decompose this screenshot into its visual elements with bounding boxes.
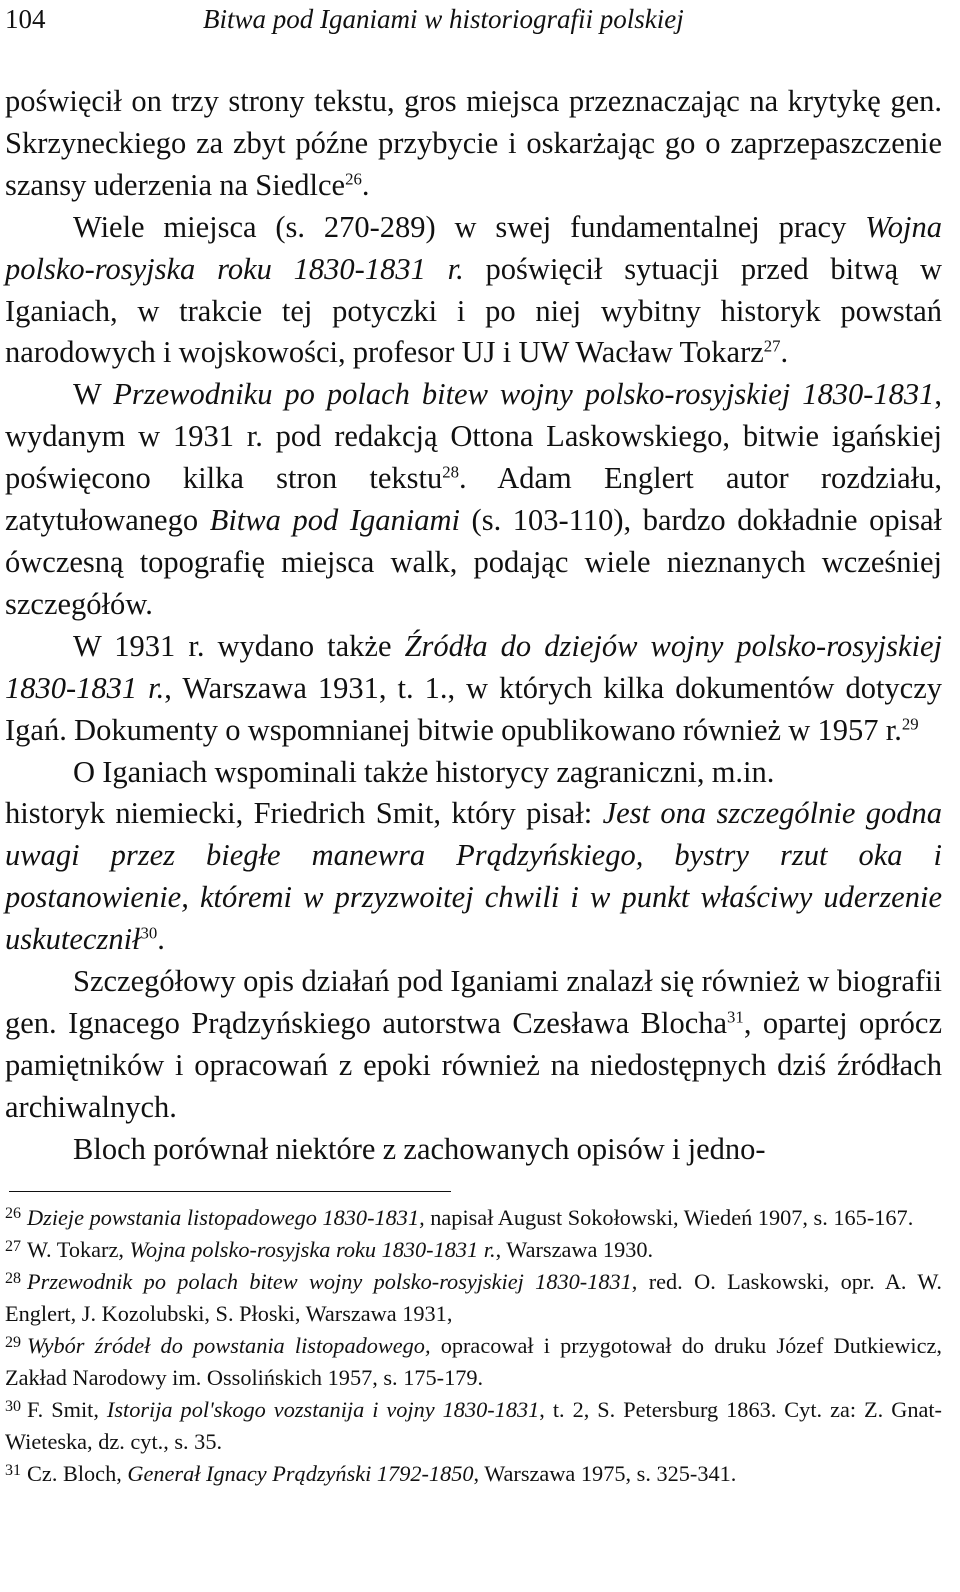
text-run: (s. 103-110), bardzo dokładnie opisał ówczesną topografię miejsca walk, podając wiele nieznanych wcześniej szczegółów. xyxy=(5,503,942,621)
paragraph xyxy=(5,793,942,961)
book-title: Dzieje powstania listopadowego 1830-1831, xyxy=(27,1204,425,1230)
footnote xyxy=(5,1394,942,1458)
footnote-reference: 27 xyxy=(763,337,781,357)
text-run: napisał August Sokołowski, Wiedeń 1907, s. 165-167. xyxy=(424,1204,914,1230)
text-run: poświęcił sytuacji przed bitwą w Iganiach, w trakcie tej potyczki i po niej wybitny historyk powstań narodowych i wojskowości, profesor UJ i UW Wacław Tokarz xyxy=(5,251,942,370)
chapter-title: Bitwa pod Iganiami xyxy=(209,503,460,538)
text-run: Szczegółowy opis działań pod Iganiami znalazł się również w biografii gen. Ignacego Prądzyńskiego autorstwa Czesława Blocha xyxy=(5,964,942,1040)
text-run: , t. 2, S. Petersburg 1863. Cyt. za: Z. Gnat-Wieteska, dz. cyt., s. 35. xyxy=(5,1397,942,1455)
footnote-number: 27 xyxy=(5,1237,22,1255)
footnote-reference: 29 xyxy=(901,714,919,734)
footnote-reference: 26 xyxy=(345,169,362,189)
footnotes xyxy=(5,1202,942,1491)
paragraph xyxy=(5,752,942,794)
text-run: , red. O. Laskowski, opr. A. W. Englert, J. Kozolubski, S. Płoski, Warszawa 1931, xyxy=(5,1268,942,1326)
book-title: Generał Ignacy Prądzyński 1792-1850 xyxy=(127,1461,474,1487)
paragraph xyxy=(5,81,942,207)
footnote-number: 26 xyxy=(5,1205,22,1223)
footnote-number: 31 xyxy=(5,1462,22,1480)
text-run: . xyxy=(361,167,370,202)
footnote-number: 29 xyxy=(5,1333,22,1351)
text-run: W. Tokarz, xyxy=(27,1236,130,1262)
book-title: Istorija pol'skogo vozstanija i vojny 1830-1831 xyxy=(106,1397,540,1423)
footnote xyxy=(5,1458,942,1490)
text-run: . Adam Englert autor rozdziału, zatytułowanego xyxy=(5,461,942,538)
paragraph xyxy=(5,207,942,375)
book-title: Wybór źródeł do powstania listopadowego, xyxy=(27,1332,431,1358)
footnote xyxy=(5,1202,942,1234)
paragraph xyxy=(5,961,942,1129)
paragraph xyxy=(5,626,942,752)
text-run: , Warszawa 1931, t. 1., w których kilka dokumentów dotyczy Igań. Dokumenty o wspomnianej bitwie opublikowano również w 1957 r. xyxy=(5,670,943,747)
text-run: , Warszawa 1930. xyxy=(495,1236,654,1262)
text-run: Wiele miejsca (s. 270-289) w swej fundamentalnej pracy xyxy=(73,209,866,244)
running-title: Bitwa pod Iganiami w historiografii polskiej xyxy=(203,4,684,34)
text-run: historyk niemiecki, Friedrich Smit, który pisał: xyxy=(5,796,603,831)
text-run: poświęcił on trzy strony tekstu, gros miejsca przeznaczając na krytykę gen. Skrzyneckiego za zbyt późne przybycie i oskarżając go o zaprzepaszczenie szansy uderzenia na Siedlce xyxy=(5,84,942,202)
text-run: W xyxy=(73,377,114,412)
footnote-reference: 30 xyxy=(140,923,158,943)
book-title: Przewodniku po polach bitew wojny polsko-rosyjskiej 1830-1831 xyxy=(113,377,935,412)
text-run: F. Smit, xyxy=(27,1397,107,1423)
book-title: Wojna polsko-rosyjska roku 1830-1831 r. xyxy=(5,209,942,286)
footnote-number: 30 xyxy=(5,1398,22,1416)
text-run: . xyxy=(780,335,789,370)
footnote xyxy=(5,1266,942,1330)
paragraph xyxy=(5,374,942,625)
text-run: , Warszawa 1975, s. 325-341. xyxy=(473,1461,737,1487)
text-run: opracował i przygotował do druku Józef Dutkiewicz, Zakład Narodowy im. Ossolińskich 1957, s. 175-179. xyxy=(5,1332,942,1391)
text-run: , opartej oprócz pamiętników i opracowań z epoki również na niedostępnych dziś źródłach archiwalnych. xyxy=(5,1005,942,1124)
footnote-reference: 28 xyxy=(442,462,460,482)
footnote-reference: 31 xyxy=(727,1007,744,1027)
body-text xyxy=(5,81,942,1171)
quotation: Jest ona szczególnie godna uwagi przez biegłe manewra Prądzyńskiego, bystry rzut oka i postanowienie, któremi w przyzwoitej chwili i w punkt właściwy uderzenie uskutecznił xyxy=(5,796,942,957)
book-title: Źródła do dziejów wojny polsko-rosyjskiej 1830-1831 r. xyxy=(5,628,942,705)
page-number: 104 xyxy=(5,4,46,34)
footnote xyxy=(5,1330,942,1394)
text-run: Bloch porównał niektóre z zachowanych opisów i jedno- xyxy=(73,1131,766,1166)
text-run: W 1931 r. wydano także xyxy=(73,628,405,663)
text-run: O Iganiach wspominali także historycy zagraniczni, m.in. xyxy=(73,754,775,789)
text-run: . xyxy=(157,922,165,957)
text-run: , wydanym w 1931 r. pod redakcją Ottona Laskowskiego, bitwie igańskiej poświęcono kilka stron tekstu xyxy=(5,377,942,496)
book-title: Przewodnik po polach bitew wojny polsko-rosyjskiej 1830-1831 xyxy=(27,1268,632,1294)
footnote-separator xyxy=(9,1191,451,1192)
footnote-number: 28 xyxy=(5,1269,22,1287)
text-run: Cz. Bloch, xyxy=(27,1461,128,1487)
paragraph xyxy=(5,1129,942,1171)
running-header xyxy=(5,0,942,44)
book-title: Wojna polsko-rosyjska roku 1830-1831 r. xyxy=(129,1236,496,1262)
footnote xyxy=(5,1234,942,1266)
